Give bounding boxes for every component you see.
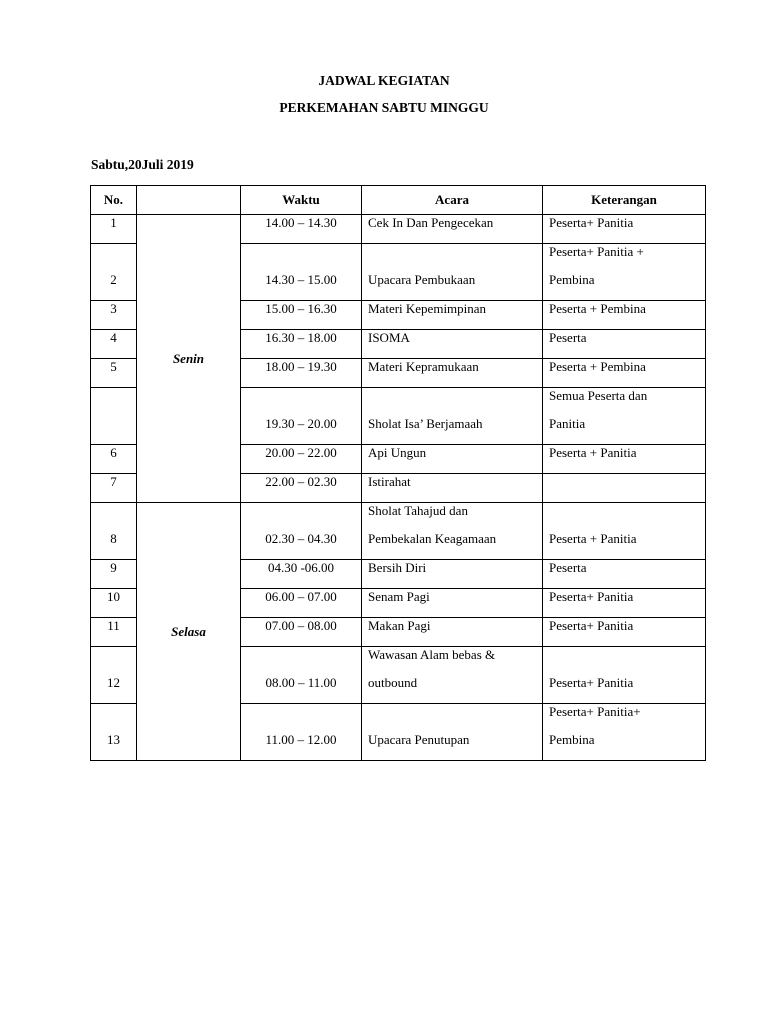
cell-no-line: 9: [110, 560, 117, 575]
cell-acara-line: Senam Pagi: [368, 589, 430, 604]
cell-no: [91, 618, 137, 647]
cell-no: [91, 244, 137, 301]
cell-waktu: [241, 647, 362, 704]
cell-keterangan-line: Semua Peserta dan: [549, 388, 648, 403]
cell-keterangan-line: Peserta+ Panitia: [549, 618, 634, 633]
cell-no: [91, 388, 137, 445]
cell-acara-line: Sholat Tahajud dan: [368, 503, 468, 518]
cell-keterangan: [543, 647, 706, 704]
cell-waktu-line: 11.00 – 12.00: [265, 732, 337, 747]
cell-no: [91, 301, 137, 330]
cell-acara-line: Istirahat: [368, 474, 411, 489]
cell-waktu: [241, 330, 362, 359]
day-label-senin: Senin: [137, 215, 241, 503]
cell-waktu-line: 15.00 – 16.30: [265, 301, 337, 316]
cell-keterangan-line: Pembina: [549, 272, 595, 287]
cell-no: [91, 560, 137, 589]
cell-waktu: [241, 445, 362, 474]
cell-acara-line: Cek In Dan Pengecekan: [368, 215, 494, 230]
cell-no-line: [91, 416, 136, 444]
cell-waktu: [241, 560, 362, 589]
table-row: [91, 215, 706, 244]
cell-no-line: 2: [110, 272, 117, 287]
cell-waktu: [241, 704, 362, 761]
cell-keterangan: [543, 503, 706, 560]
cell-keterangan: [543, 474, 706, 503]
cell-acara: [362, 215, 543, 244]
cell-keterangan: [543, 301, 706, 330]
cell-keterangan: [543, 560, 706, 589]
cell-acara-line: Upacara Penutupan: [368, 732, 470, 747]
cell-waktu-line: 14.00 – 14.30: [265, 215, 337, 230]
cell-keterangan-line: Peserta: [549, 330, 587, 345]
header-acara: Acara: [362, 186, 543, 215]
cell-waktu-line: 20.00 – 22.00: [265, 445, 337, 460]
cell-keterangan: [543, 330, 706, 359]
cell-waktu: [241, 244, 362, 301]
cell-no-line: 7: [110, 474, 117, 489]
table-header-row: [91, 186, 706, 215]
cell-keterangan-line: [549, 474, 705, 502]
cell-waktu: [241, 301, 362, 330]
cell-acara-line: Bersih Diri: [368, 560, 427, 575]
cell-acara: [362, 330, 543, 359]
cell-keterangan-line: [549, 647, 705, 675]
cell-waktu-line: [241, 647, 361, 675]
cell-waktu-line: 02.30 – 04.30: [265, 531, 337, 546]
cell-keterangan-line: Peserta + Pembina: [549, 301, 646, 316]
cell-keterangan-line: Pembina: [549, 732, 595, 747]
cell-waktu-line: 07.00 – 08.00: [265, 618, 337, 633]
cell-keterangan-line: Peserta + Panitia: [549, 445, 637, 460]
header-keterangan: Keterangan: [543, 186, 706, 215]
cell-acara-line: Pembekalan Keagamaan: [368, 531, 497, 546]
cell-waktu-line: 04.30 -06.00: [267, 560, 335, 575]
cell-acara: [362, 244, 543, 301]
cell-keterangan: [543, 215, 706, 244]
cell-waktu-line: 18.00 – 19.30: [265, 359, 337, 374]
cell-waktu-line: 22.00 – 02.30: [265, 474, 337, 489]
cell-acara: [362, 474, 543, 503]
cell-keterangan: [543, 244, 706, 301]
cell-acara: [362, 388, 543, 445]
cell-no-line: 3: [110, 301, 117, 316]
cell-keterangan: [543, 589, 706, 618]
cell-acara-line: [368, 388, 542, 416]
cell-acara: [362, 618, 543, 647]
cell-no-line: [91, 244, 136, 272]
cell-acara: [362, 589, 543, 618]
cell-acara: [362, 560, 543, 589]
cell-no-line: 4: [110, 330, 117, 345]
cell-acara-line: Materi Kepemimpinan: [368, 301, 487, 316]
document-subtitle: PERKEMAHAN SABTU MINGGU: [279, 100, 489, 115]
cell-waktu-line: 08.00 – 11.00: [265, 675, 337, 690]
cell-no: [91, 474, 137, 503]
cell-waktu-line: 16.30 – 18.00: [265, 330, 337, 345]
cell-no: [91, 704, 137, 761]
document-title: JADWAL KEGIATAN: [318, 73, 450, 88]
cell-keterangan-line: Peserta + Pembina: [549, 359, 646, 374]
cell-waktu-line: [241, 244, 361, 272]
cell-keterangan-line: Panitia: [549, 416, 586, 431]
cell-keterangan: [543, 388, 706, 445]
schedule-date: Sabtu,20Juli 2019: [91, 157, 194, 172]
cell-no-line: 10: [107, 589, 120, 604]
cell-waktu: [241, 474, 362, 503]
cell-acara: [362, 359, 543, 388]
cell-keterangan-line: [549, 503, 705, 531]
cell-waktu: [241, 359, 362, 388]
cell-keterangan-line: Peserta + Panitia: [549, 531, 637, 546]
cell-acara-line: Wawasan Alam bebas &: [368, 647, 496, 662]
cell-no: [91, 647, 137, 704]
cell-keterangan-line: Peserta+ Panitia: [549, 589, 634, 604]
cell-waktu-line: [241, 388, 361, 416]
schedule-table: [90, 185, 706, 761]
cell-no-line: 1: [110, 215, 117, 230]
cell-waktu: [241, 503, 362, 560]
cell-acara-line: outbound: [368, 675, 418, 690]
cell-acara: [362, 503, 543, 560]
cell-acara: [362, 647, 543, 704]
cell-waktu-line: 14.30 – 15.00: [265, 272, 337, 287]
cell-waktu-line: 06.00 – 07.00: [265, 589, 337, 604]
cell-waktu: [241, 618, 362, 647]
cell-keterangan: [543, 618, 706, 647]
cell-waktu-line: [241, 704, 361, 732]
cell-no-line: [91, 503, 136, 531]
cell-no-line: [91, 388, 136, 416]
cell-no-line: 11: [107, 618, 120, 633]
cell-waktu-line: [241, 503, 361, 531]
cell-acara-line: ISOMA: [368, 330, 410, 345]
cell-no-line: [91, 647, 136, 675]
cell-keterangan-line: Peserta+ Panitia: [549, 675, 634, 690]
cell-no: [91, 445, 137, 474]
cell-no-line: 8: [110, 531, 117, 546]
cell-waktu: [241, 589, 362, 618]
cell-no: [91, 503, 137, 560]
cell-keterangan: [543, 359, 706, 388]
cell-acara-line: [368, 244, 542, 272]
header-day: [137, 186, 241, 215]
cell-no-line: [91, 704, 136, 732]
cell-no: [91, 330, 137, 359]
cell-keterangan: [543, 445, 706, 474]
cell-acara-line: Makan Pagi: [368, 618, 431, 633]
cell-no-line: 12: [107, 675, 120, 690]
header-no: No.: [91, 186, 137, 215]
cell-keterangan-line: Peserta+ Panitia+: [549, 704, 641, 719]
cell-waktu: [241, 388, 362, 445]
cell-acara: [362, 704, 543, 761]
header-waktu: Waktu: [241, 186, 362, 215]
cell-acara: [362, 445, 543, 474]
cell-keterangan: [543, 704, 706, 761]
cell-no-line: 5: [110, 359, 117, 374]
cell-acara-line: Materi Kepramukaan: [368, 359, 479, 374]
cell-no: [91, 359, 137, 388]
day-label-selasa: Selasa: [137, 503, 241, 761]
table-row: [91, 503, 706, 560]
cell-no: [91, 215, 137, 244]
cell-acara-line: Sholat Isa’ Berjamaah: [368, 416, 483, 431]
cell-no: [91, 589, 137, 618]
cell-waktu-line: 19.30 – 20.00: [265, 416, 337, 431]
cell-keterangan-line: Peserta+ Panitia +: [549, 244, 644, 259]
cell-acara: [362, 301, 543, 330]
cell-keterangan-line: Peserta: [549, 560, 587, 575]
cell-acara-line: [368, 704, 542, 732]
cell-no-line: 6: [110, 445, 117, 460]
cell-acara-line: Api Ungun: [368, 445, 427, 460]
cell-no-line: 13: [107, 732, 120, 747]
cell-acara-line: Upacara Pembukaan: [368, 272, 476, 287]
cell-keterangan-line: Peserta+ Panitia: [549, 215, 634, 230]
cell-waktu: [241, 215, 362, 244]
